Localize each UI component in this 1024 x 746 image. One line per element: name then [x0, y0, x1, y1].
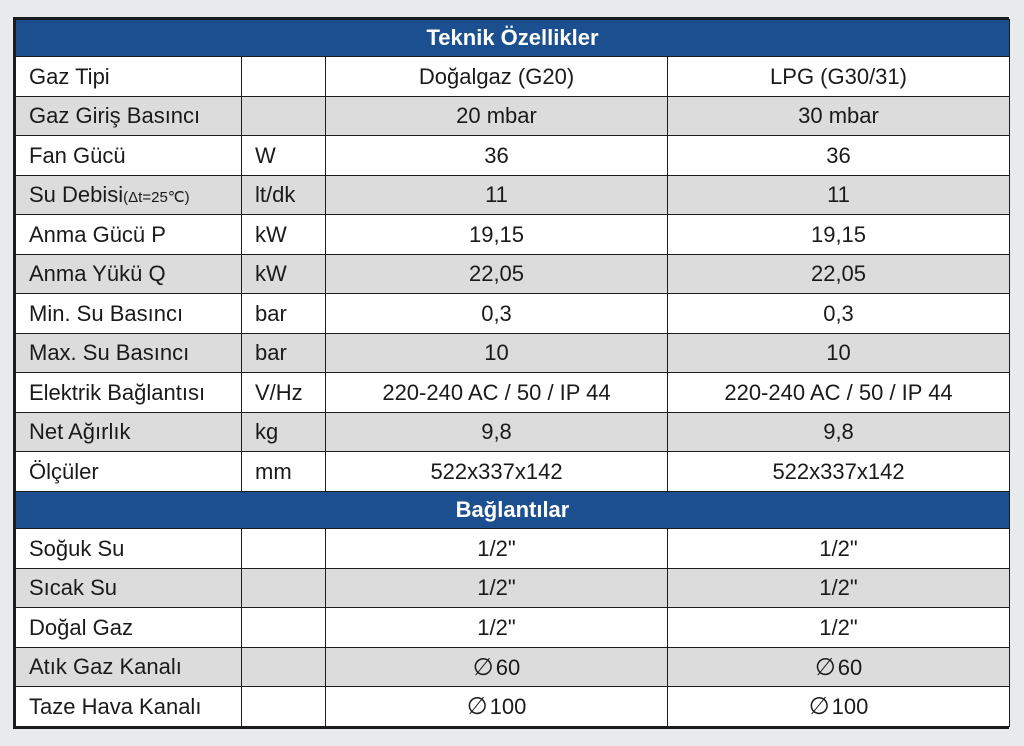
row-unit — [242, 647, 326, 687]
row-label — [16, 96, 242, 136]
row-unit: bar — [242, 333, 326, 373]
section-title-baglantilar: Bağlantılar — [16, 491, 1010, 528]
row-value-text: 11 — [827, 182, 850, 208]
row-label — [16, 373, 242, 413]
row-unit: bar — [242, 294, 326, 334]
row-value-text: 100 — [831, 694, 869, 720]
row-value-text: 20 mbar — [456, 103, 537, 129]
row-value-2 — [668, 412, 1010, 452]
row-value-text: 9,8 — [823, 419, 854, 445]
row-label — [16, 687, 242, 727]
row-unit: kW — [242, 254, 326, 294]
row-unit — [242, 529, 326, 569]
section-header-baglantilar — [16, 491, 1010, 528]
row-value-text: 0,3 — [481, 300, 512, 326]
row-value-1 — [326, 254, 668, 294]
row-label-text: Anma Yükü Q — [29, 261, 166, 287]
row-value-text: LPG (G30/31) — [770, 63, 907, 89]
row-value-1 — [326, 136, 668, 176]
table-row — [16, 254, 1010, 294]
row-label — [16, 608, 242, 648]
row-label-note: (Δt=25℃) — [123, 189, 190, 207]
row-label-text: Elektrik Bağlantısı — [29, 379, 206, 405]
row-label — [16, 647, 242, 687]
row-label — [16, 254, 242, 294]
row-value-2 — [668, 175, 1010, 215]
row-label-text: Su Debisi — [29, 182, 124, 208]
row-value-text: 9,8 — [481, 419, 512, 445]
row-unit: lt/dk — [242, 175, 326, 215]
row-label-text: Fan Gücü — [29, 142, 126, 168]
row-value-2 — [668, 608, 1010, 648]
section-title-teknik: Teknik Özellikler — [16, 20, 1010, 57]
row-label — [16, 412, 242, 452]
row-label — [16, 136, 242, 176]
table-row — [16, 568, 1010, 608]
row-value-text: 1/2" — [819, 535, 858, 561]
table-row — [16, 608, 1010, 648]
row-label-text: Max. Su Basıncı — [29, 340, 190, 366]
table-row — [16, 175, 1010, 215]
row-label-text: Ölçüler — [29, 458, 99, 484]
row-value-2 — [668, 57, 1010, 97]
table-row — [16, 687, 1010, 727]
row-value-2 — [668, 647, 1010, 687]
diameter-icon: ∅ — [472, 653, 494, 681]
row-value-1 — [326, 568, 668, 608]
section-header-teknik — [16, 20, 1010, 57]
row-value-text: 522x337x142 — [430, 458, 563, 484]
row-value-1 — [326, 647, 668, 687]
row-value-2 — [668, 373, 1010, 413]
row-value-text: 60 — [495, 654, 521, 680]
table-row — [16, 96, 1010, 136]
row-value-text: 10 — [484, 340, 509, 366]
row-label — [16, 333, 242, 373]
row-value-1 — [326, 412, 668, 452]
table-row — [16, 647, 1010, 687]
row-value-2 — [668, 333, 1010, 373]
row-value-text: 22,05 — [468, 261, 525, 287]
table-row — [16, 136, 1010, 176]
row-value-text: 0,3 — [823, 300, 854, 326]
row-label — [16, 175, 242, 215]
row-value-text: 1/2" — [477, 614, 516, 640]
table-row — [16, 294, 1010, 334]
row-value-text: 1/2" — [477, 535, 516, 561]
row-label-text: Taze Hava Kanalı — [29, 693, 202, 719]
row-value-text: 522x337x142 — [772, 458, 905, 484]
row-label — [16, 568, 242, 608]
row-label-text: Gaz Giriş Basıncı — [29, 103, 201, 129]
row-value-text: 36 — [826, 142, 851, 168]
row-value-text: 30 mbar — [798, 103, 879, 129]
row-label-text: Net Ağırlık — [29, 419, 131, 445]
row-value-text: 36 — [484, 142, 509, 168]
row-value-2 — [668, 452, 1010, 492]
row-value-2 — [668, 254, 1010, 294]
diameter-icon: ∅ — [808, 693, 830, 721]
row-value-text: Doğalgaz (G20) — [418, 63, 575, 89]
spec-table — [15, 19, 1010, 727]
row-unit — [242, 687, 326, 727]
row-unit — [242, 608, 326, 648]
row-value-1 — [326, 57, 668, 97]
row-unit — [242, 57, 326, 97]
row-value-text: 1/2" — [477, 575, 516, 601]
row-unit — [242, 568, 326, 608]
diameter-icon: ∅ — [814, 653, 836, 681]
row-value-text: 10 — [826, 340, 851, 366]
row-label — [16, 215, 242, 255]
table-row — [16, 529, 1010, 569]
row-label-text: Soğuk Su — [29, 535, 125, 561]
row-unit — [242, 96, 326, 136]
row-label-text: Gaz Tipi — [29, 63, 110, 89]
row-value-2 — [668, 568, 1010, 608]
row-label-text: Anma Gücü P — [29, 221, 166, 247]
table-row — [16, 57, 1010, 97]
table-row — [16, 373, 1010, 413]
row-value-2 — [668, 136, 1010, 176]
row-value-1 — [326, 215, 668, 255]
row-unit: V/Hz — [242, 373, 326, 413]
row-value-2 — [668, 294, 1010, 334]
row-value-2 — [668, 687, 1010, 727]
row-value-1 — [326, 529, 668, 569]
row-value-text: 100 — [489, 694, 527, 720]
table-row — [16, 215, 1010, 255]
row-label-text: Sıcak Su — [29, 575, 118, 601]
row-label — [16, 452, 242, 492]
row-value-text: 220-240 AC / 50 / IP 44 — [382, 379, 611, 405]
row-value-text: 1/2" — [819, 575, 858, 601]
table-row — [16, 452, 1010, 492]
row-value-text: 11 — [485, 182, 508, 208]
row-value-1 — [326, 452, 668, 492]
row-unit: mm — [242, 452, 326, 492]
row-unit: kg — [242, 412, 326, 452]
row-label — [16, 57, 242, 97]
row-value-2 — [668, 529, 1010, 569]
table-row — [16, 412, 1010, 452]
row-value-text: 220-240 AC / 50 / IP 44 — [724, 379, 953, 405]
spec-table-frame — [13, 17, 1009, 729]
row-value-1 — [326, 175, 668, 215]
diameter-icon: ∅ — [466, 693, 488, 721]
row-value-2 — [668, 215, 1010, 255]
row-value-text: 1/2" — [819, 614, 858, 640]
row-value-1 — [326, 96, 668, 136]
row-label — [16, 294, 242, 334]
row-value-text: 19,15 — [468, 221, 525, 247]
row-value-1 — [326, 294, 668, 334]
row-value-text: 60 — [837, 654, 863, 680]
row-label — [16, 529, 242, 569]
row-value-text: 19,15 — [810, 221, 867, 247]
row-value-text: 22,05 — [810, 261, 867, 287]
row-value-1 — [326, 333, 668, 373]
row-value-2 — [668, 96, 1010, 136]
row-label-text: Doğal Gaz — [29, 614, 133, 640]
table-row — [16, 333, 1010, 373]
row-unit: kW — [242, 215, 326, 255]
row-label-text: Min. Su Basıncı — [29, 300, 184, 326]
row-value-1 — [326, 608, 668, 648]
row-unit: W — [242, 136, 326, 176]
row-value-1 — [326, 373, 668, 413]
row-value-1 — [326, 687, 668, 727]
row-label-text: Atık Gaz Kanalı — [29, 654, 182, 680]
